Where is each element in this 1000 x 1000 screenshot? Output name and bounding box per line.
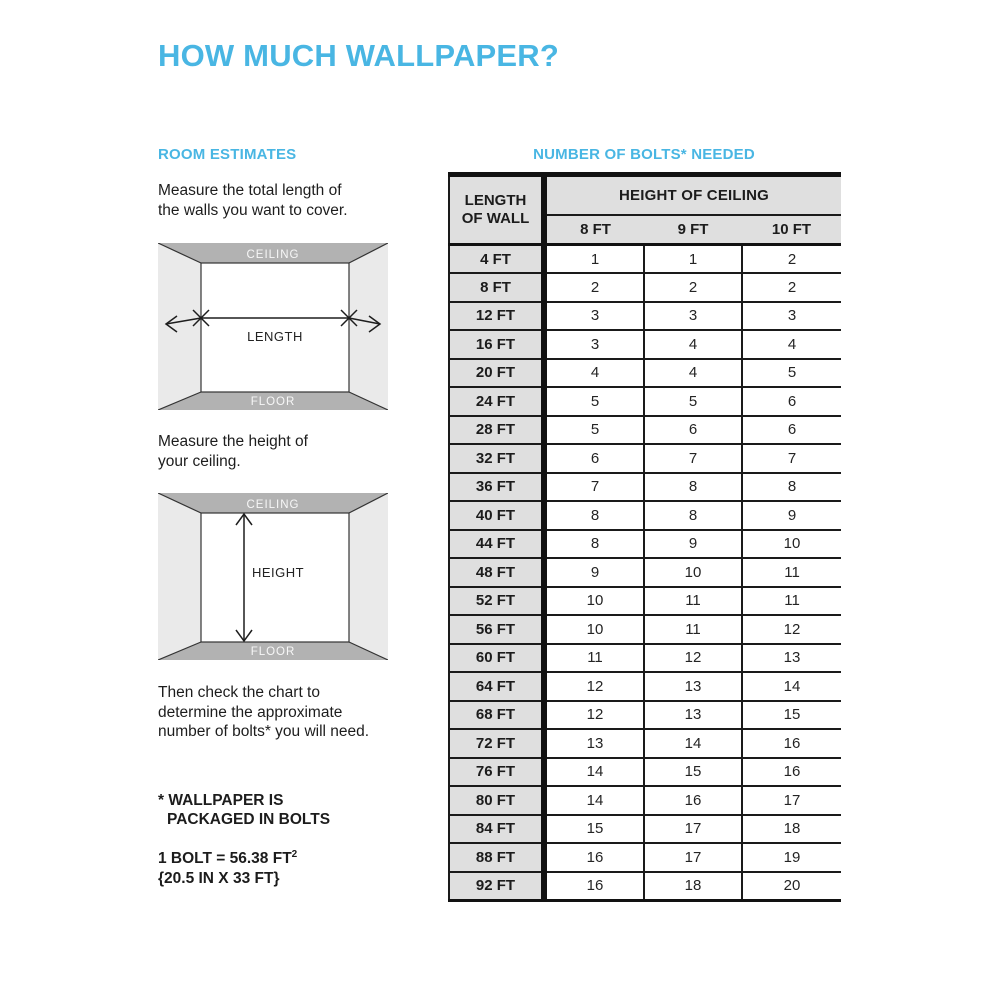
col-header-9ft: 9 FT	[644, 215, 742, 245]
bolt-count-cell: 8	[644, 473, 742, 502]
bolt-count-cell: 17	[742, 786, 841, 815]
wall-length-cell: 36 FT	[449, 473, 544, 502]
bolt-count-cell: 11	[644, 615, 742, 644]
bolt-count-cell: 13	[644, 701, 742, 730]
bolt-count-cell: 20	[742, 872, 841, 901]
ceiling-label: CEILING	[246, 249, 300, 261]
wall-length-cell: 80 FT	[449, 786, 544, 815]
col-header-8ft: 8 FT	[544, 215, 644, 245]
bolt-count-cell: 3	[644, 302, 742, 331]
bolt-count-cell: 6	[544, 444, 644, 473]
wall-length-cell: 60 FT	[449, 644, 544, 673]
bolt-count-cell: 16	[544, 843, 644, 872]
table-header-row	[449, 175, 841, 215]
bolt-count-cell: 12	[544, 672, 644, 701]
table-row	[449, 872, 841, 901]
bolt-count-cell: 3	[544, 330, 644, 359]
wall-length-cell: 40 FT	[449, 501, 544, 530]
bolt-count-cell: 4	[544, 359, 644, 388]
bolt-count-cell: 8	[644, 501, 742, 530]
bolt-dimensions: {20.5 IN X 33 FT}	[158, 870, 280, 888]
bolt-size-info	[158, 845, 297, 889]
bolt-count-cell: 16	[742, 758, 841, 787]
measure-length-paragraph	[158, 181, 348, 220]
wall-length-cell: 8 FT	[449, 273, 544, 302]
wall-length-cell: 84 FT	[449, 815, 544, 844]
wall-length-cell: 76 FT	[449, 758, 544, 787]
floor-label: FLOOR	[250, 646, 296, 658]
table-row	[449, 473, 841, 502]
length-label: LENGTH	[247, 329, 303, 344]
col-header-10ft: 10 FT	[742, 215, 841, 245]
bolt-count-cell: 4	[742, 330, 841, 359]
height-of-ceiling-header: HEIGHT OF CEILING	[544, 175, 841, 215]
table-row	[449, 843, 841, 872]
header-line: LENGTH	[464, 192, 527, 209]
table-row	[449, 758, 841, 787]
bolt-count-cell: 6	[742, 416, 841, 445]
bolt-count-cell: 15	[644, 758, 742, 787]
bolt-count-cell: 4	[644, 330, 742, 359]
height-label: HEIGHT	[251, 565, 305, 580]
bolt-count-cell: 9	[742, 501, 841, 530]
table-row	[449, 444, 841, 473]
bolt-count-cell: 13	[644, 672, 742, 701]
bolts-table	[448, 172, 841, 902]
bolt-count-cell: 17	[644, 815, 742, 844]
bolt-count-cell: 12	[644, 644, 742, 673]
measure-height-paragraph	[158, 432, 308, 471]
bolt-count-cell: 18	[742, 815, 841, 844]
room-length-diagram	[158, 243, 388, 415]
paragraph-line: your ceiling.	[158, 452, 241, 470]
bolt-count-cell: 10	[644, 558, 742, 587]
paragraph-line: the walls you want to cover.	[158, 201, 348, 219]
bolt-count-cell: 11	[742, 558, 841, 587]
wallpaper-bolts-footnote	[158, 791, 330, 829]
wall-length-cell: 56 FT	[449, 615, 544, 644]
bolt-count-cell: 9	[644, 530, 742, 559]
paragraph-line: Then check the chart to	[158, 684, 320, 701]
header-line: OF WALL	[461, 210, 530, 227]
wall-length-cell: 4 FT	[449, 245, 544, 274]
ceiling-label: CEILING	[246, 499, 300, 511]
bolt-count-cell: 5	[544, 387, 644, 416]
table-row	[449, 273, 841, 302]
bolt-count-cell: 12	[544, 701, 644, 730]
wall-length-cell: 32 FT	[449, 444, 544, 473]
table-row	[449, 245, 841, 274]
bolt-count-cell: 14	[544, 758, 644, 787]
bolt-count-cell: 17	[644, 843, 742, 872]
bolt-count-cell: 2	[644, 273, 742, 302]
bolt-count-cell: 10	[544, 587, 644, 616]
bolt-count-cell: 10	[742, 530, 841, 559]
wall-length-cell: 12 FT	[449, 302, 544, 331]
bolt-count-cell: 2	[544, 273, 644, 302]
footnote-line: * WALLPAPER IS	[158, 792, 284, 809]
table-row	[449, 786, 841, 815]
bolt-count-cell: 19	[742, 843, 841, 872]
table-row	[449, 672, 841, 701]
room-estimates-heading: ROOM ESTIMATES	[158, 146, 297, 163]
bolt-count-cell: 6	[742, 387, 841, 416]
table-row	[449, 330, 841, 359]
wall-length-cell: 20 FT	[449, 359, 544, 388]
room-height-diagram	[158, 493, 388, 665]
floor-label: FLOOR	[250, 396, 296, 408]
bolt-count-cell: 16	[742, 729, 841, 758]
bolt-count-cell: 9	[544, 558, 644, 587]
bolt-count-cell: 6	[644, 416, 742, 445]
table-row	[449, 359, 841, 388]
back-wall	[201, 263, 349, 392]
wall-length-cell: 24 FT	[449, 387, 544, 416]
table-row	[449, 558, 841, 587]
bolt-count-cell: 1	[644, 245, 742, 274]
bolt-count-cell: 11	[644, 587, 742, 616]
wall-length-cell: 72 FT	[449, 729, 544, 758]
bolt-count-cell: 12	[742, 615, 841, 644]
check-chart-paragraph	[158, 683, 369, 742]
table-row	[449, 302, 841, 331]
bolt-count-cell: 2	[742, 245, 841, 274]
superscript-2: 2	[291, 849, 298, 860]
footnote-line: PACKAGED IN BOLTS	[167, 811, 331, 828]
bolt-count-cell: 5	[742, 359, 841, 388]
wall-length-cell: 16 FT	[449, 330, 544, 359]
wall-length-cell: 92 FT	[449, 872, 544, 901]
bolt-count-cell: 8	[544, 530, 644, 559]
bolt-count-cell: 13	[742, 644, 841, 673]
table-row	[449, 644, 841, 673]
table-row	[449, 729, 841, 758]
bolt-count-cell: 14	[644, 729, 742, 758]
wall-length-cell: 88 FT	[449, 843, 544, 872]
wall-length-cell: 44 FT	[449, 530, 544, 559]
paragraph-line: Measure the total length of	[158, 182, 342, 199]
bolt-equation: 1 BOLT = 56.38 $FT^2$	[158, 849, 298, 868]
bolt-count-cell: 13	[544, 729, 644, 758]
bolt-count-cell: 3	[544, 302, 644, 331]
bolt-count-cell: 7	[644, 444, 742, 473]
bolt-count-cell: 14	[742, 672, 841, 701]
bolt-count-cell: 8	[544, 501, 644, 530]
bolt-count-cell: 3	[742, 302, 841, 331]
bolt-count-cell: 15	[742, 701, 841, 730]
bolt-count-cell: 5	[644, 387, 742, 416]
table-row	[449, 615, 841, 644]
table-row	[449, 501, 841, 530]
wall-length-cell: 28 FT	[449, 416, 544, 445]
length-of-wall-header	[449, 175, 544, 245]
bolt-count-cell: 10	[544, 615, 644, 644]
wall-length-cell: 52 FT	[449, 587, 544, 616]
paragraph-line: number of bolts* you will need.	[158, 723, 370, 740]
bolt-count-cell: 11	[544, 644, 644, 673]
paragraph-line: determine the approximate	[158, 703, 343, 721]
wall-length-cell: 48 FT	[449, 558, 544, 587]
bolt-count-cell: 15	[544, 815, 644, 844]
table-row	[449, 815, 841, 844]
table-row	[449, 387, 841, 416]
table-row	[449, 416, 841, 445]
bolt-count-cell: 5	[544, 416, 644, 445]
bolt-count-cell: 8	[742, 473, 841, 502]
bolt-count-cell: 7	[544, 473, 644, 502]
bolts-needed-heading: NUMBER OF BOLTS* NEEDED	[533, 146, 755, 163]
paragraph-line: Measure the height of	[158, 433, 308, 450]
bolt-count-cell: 11	[742, 587, 841, 616]
bolt-count-cell: 4	[644, 359, 742, 388]
wall-length-cell: 68 FT	[449, 701, 544, 730]
table-row	[449, 530, 841, 559]
bolt-count-cell: 16	[544, 872, 644, 901]
bolt-count-cell: 18	[644, 872, 742, 901]
table-row	[449, 701, 841, 730]
bolt-count-cell: 14	[544, 786, 644, 815]
table-row	[449, 587, 841, 616]
page-title: HOW MUCH WALLPAPER?	[158, 38, 560, 73]
bolt-count-cell: 16	[644, 786, 742, 815]
bolt-count-cell: 2	[742, 273, 841, 302]
bolt-count-cell: 7	[742, 444, 841, 473]
wall-length-cell: 64 FT	[449, 672, 544, 701]
bolt-count-cell: 1	[544, 245, 644, 274]
